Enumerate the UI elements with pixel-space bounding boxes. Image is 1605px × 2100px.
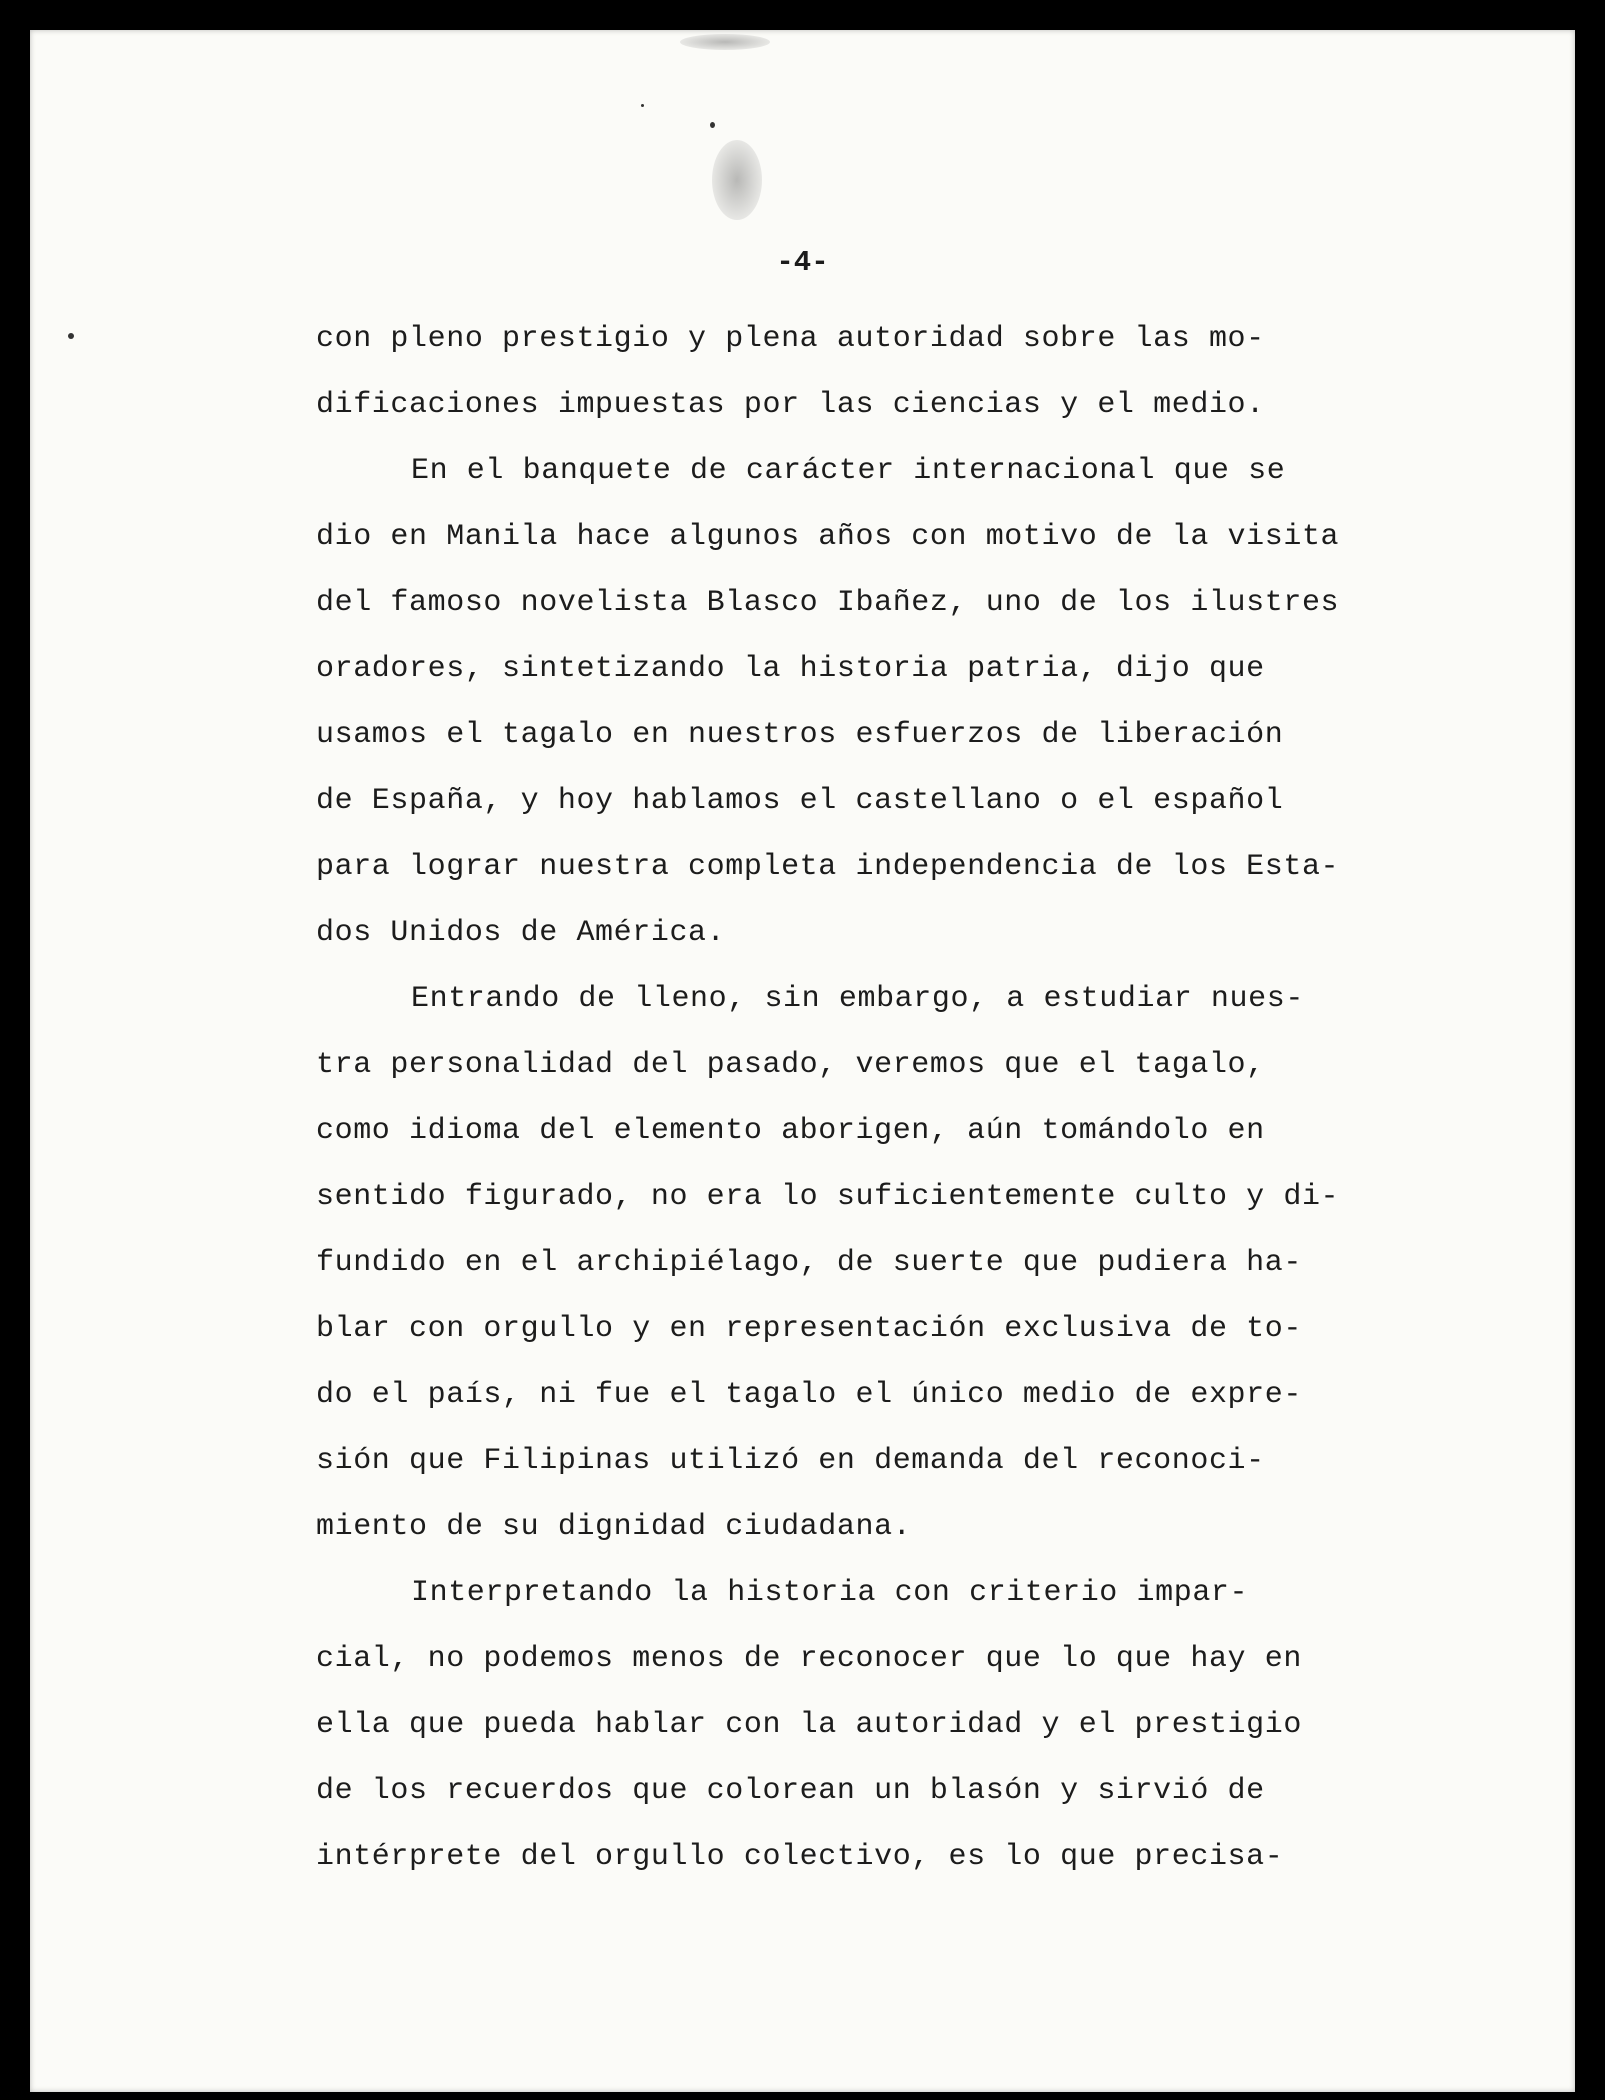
text-line: de los recuerdos que colorean un blasón y sirvió de (316, 1774, 1265, 1808)
text-line: ella que pueda hablar con la autoridad y el prestigio (316, 1708, 1302, 1742)
text-line: Entrando de lleno, sin embargo, a estudiar nues- (411, 982, 1304, 1016)
text-line: En el banquete de carácter internacional que se (411, 454, 1286, 488)
text-line: oradores, sintetizando la historia patria, dijo que (316, 652, 1265, 686)
text-line: dificaciones impuestas por las ciencias y el medio. (316, 388, 1265, 422)
text-line: dio en Manila hace algunos años con motivo de la visita (316, 520, 1340, 554)
text-line: Interpretando la historia con criterio impar- (411, 1576, 1249, 1610)
body-text (316, 306, 1396, 1890)
text-line: con pleno prestigio y plena autoridad sobre las mo- (316, 322, 1265, 356)
page-number: -4- (776, 246, 829, 279)
text-line: dos Unidos de América. (316, 916, 726, 950)
text-line: usamos el tagalo en nuestros esfuerzos de liberación (316, 718, 1284, 752)
text-line: para lograr nuestra completa independencia de los Esta- (316, 850, 1340, 884)
scan-speck (641, 104, 644, 107)
scan-speck (710, 122, 715, 128)
text-line: fundido en el archipiélago, de suerte que pudiera ha- (316, 1246, 1302, 1280)
scan-speck (68, 333, 74, 339)
paper-stain (712, 140, 762, 220)
text-line: sión que Filipinas utilizó en demanda del reconoci- (316, 1444, 1265, 1478)
text-line: blar con orgullo y en representación exclusiva de to- (316, 1312, 1302, 1346)
text-line: del famoso novelista Blasco Ibañez, uno de los ilustres (316, 586, 1340, 620)
text-line: sentido figurado, no era lo suficientemente culto y di- (316, 1180, 1340, 1214)
top-edge-smudge (680, 34, 770, 50)
text-line: intérprete del orgullo colectivo, es lo que precisa- (316, 1840, 1284, 1874)
text-line: de España, y hoy hablamos el castellano o el español (316, 784, 1284, 818)
text-line: do el país, ni fue el tagalo el único medio de expre- (316, 1378, 1302, 1412)
text-line: tra personalidad del pasado, veremos que el tagalo, (316, 1048, 1265, 1082)
text-line: miento de su dignidad ciudadana. (316, 1510, 912, 1544)
text-line: como idioma del elemento aborigen, aún tomándolo en (316, 1114, 1265, 1148)
text-line: cial, no podemos menos de reconocer que lo que hay en (316, 1642, 1302, 1676)
